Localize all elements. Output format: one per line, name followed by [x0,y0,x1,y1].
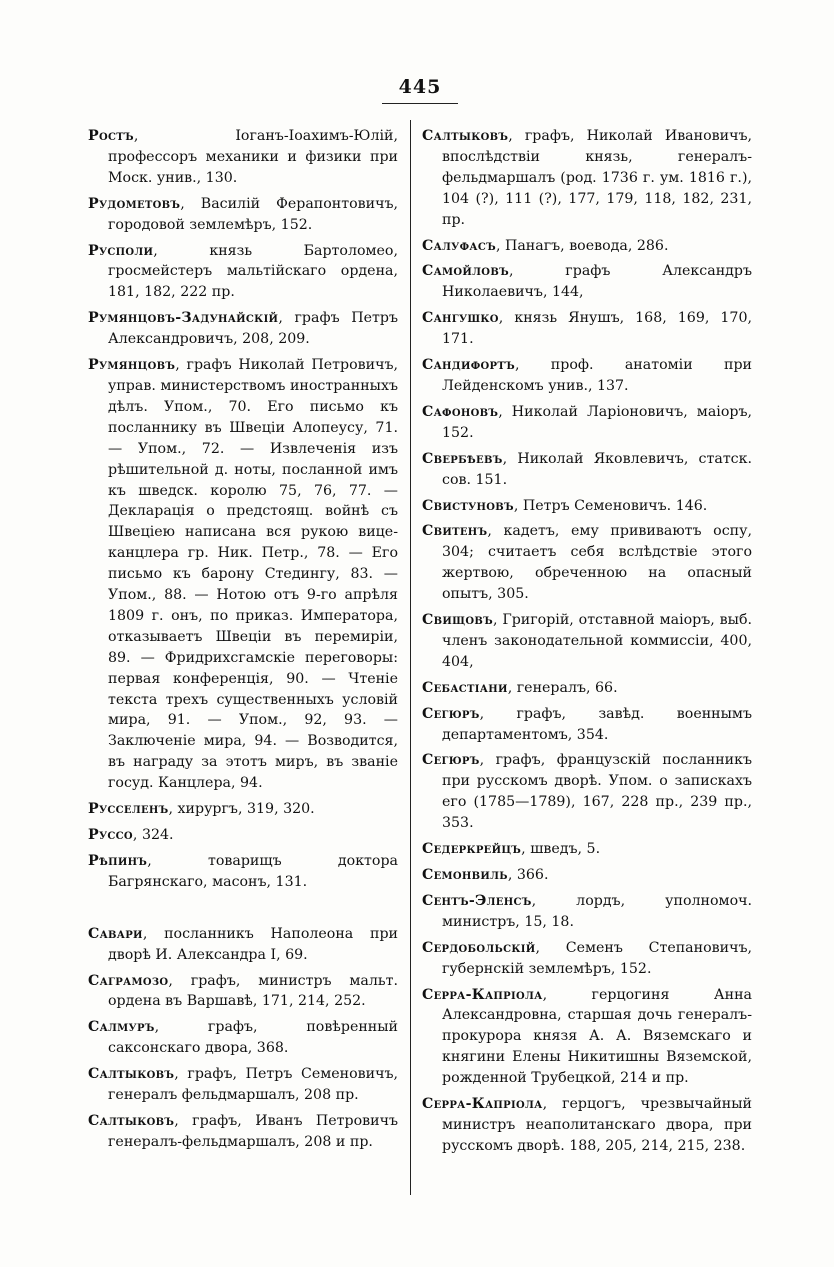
entry-headword: Салтыковъ [88,1066,175,1083]
index-entry [422,261,752,303]
entry-headword: Свистуновъ [422,497,514,514]
index-entry [422,938,752,980]
entry-text: , кадетъ, ему прививаютъ оспу, 304; считаетъ себя вслѣдствіе этого жертвою, обреченною на опасный опытъ, 305. [442,523,752,603]
entry-text: , Семенъ Степановичъ, губернскій землемѣръ, 152. [442,939,752,977]
entry-text: , Панагъ, воевода, 286. [495,237,669,254]
entry-headword: Сердобольскій [422,939,536,956]
entry-text: , Николай Ларіоновичъ, маіоръ, 152. [442,403,752,441]
entry-headword: Саграмозо [88,972,169,989]
left-column [88,126,398,1158]
entry-headword: Семонвиль [422,867,508,883]
entry-text: , 324. [132,827,174,843]
index-entry [422,610,752,673]
entry-text: , графъ Николай Петровичъ, управ. министерствомъ иностранныхъ дѣлъ. Упом., 70. Его письмо къ посланнику въ Швеціи Алопеусу, 71. — Упом., 72. — Извлеченія изъ рѣшительной д. ноты, посланной имъ къ шведск. королю 75, 76, 77. — Декларація о предстоящ. войнѣ съ Швеціею написана вся рукою вице-канцлера гр. Ник. Петр., 78. — Его письмо къ барону Стедингу, 83. — Упом., 88. — Нотою отъ 9-го апрѣля 1809 г. онъ, по приказ. Императора, отказываетъ Швеціи въ перемиріи, 89. — Фридрихсгамскіе переговоры: первая конференція, 90. — Чтеніе текста трехъ существенныхъ условій мира, 91. — Упом., 92, 93. — Заключеніе мира, 94. — Возводится, въ награду за этотъ миръ, въ званіе госуд. Канцлера, 94. [108,357,398,792]
entry-text: , Петръ Семеновичъ. 146. [513,497,708,514]
entry-headword: Себастіани [422,679,508,696]
entry-headword: Руссо [88,827,133,843]
index-entry [422,496,752,517]
entry-text: , графъ, Иванъ Петровичъ генералъ-фельдмаршалъ, 208 и пр. [108,1112,398,1150]
entry-headword: Салуфасъ [422,237,496,254]
entry-text: , лордъ, уполномоч. министръ, 15, 18. [442,892,752,930]
entry-text: , графъ Петръ Александровичъ, 208, 209. [108,310,398,348]
index-entry [88,1017,398,1059]
page-number-rule [382,103,458,104]
entry-text: , генералъ, 66. [507,679,618,696]
index-entry [422,308,752,350]
entry-text: , графъ Александръ Николаевичъ, 144, [442,263,752,301]
index-entry [88,971,398,1013]
index-entry [88,1064,398,1106]
index-entry [88,355,398,794]
index-entry [422,355,752,397]
entry-headword: Сафоновъ [422,403,499,420]
entry-headword: Свищовъ [422,612,493,629]
entry-headword: Савари [88,925,143,942]
entry-text: , хирургъ, 319, 320. [168,801,315,818]
entry-text: , герцогиня Анна Александровна, старшая дочь генералъ-прокурора князя А. А. Вяземскаго и княгини Елены Никитишны Вяземской, рожденной Трубецкой, 214 и пр. [442,986,752,1087]
entry-headword: Сентъ-Эленсъ [422,892,532,909]
entry-headword: Сандифортъ [422,357,515,374]
entry-text: , графъ, министръ мальт. ордена въ Варшавѣ, 171, 214, 252. [108,972,398,1010]
index-entry [422,521,752,605]
section-gap [88,898,398,924]
entry-headword: Рѣпинъ [88,852,148,869]
entry-text: , графъ, Петръ Семеновичъ, генералъ фельдмаршалъ, 208 пр. [108,1066,398,1104]
entry-headword: Серра-Капріола [422,986,543,1003]
entry-headword: Свитенъ [422,523,488,540]
entry-text: , графъ, Николай Ивановичъ, впослѣдствіи князь, генералъ-фельдмаршалъ (род. 1736 г. ум. 1816 г.), 104 (?), 111 (?), 177, 179, 118, 182, 231, пр. [442,128,752,228]
entry-text: , князь Бартоломео, гросмейстеръ мальтійскаго ордена, 181, 182, 222 пр. [108,242,398,301]
entry-headword: Сегюръ [422,705,480,722]
entry-text: , шведъ, 5. [521,841,601,858]
entry-headword: Свербѣевъ [422,450,503,467]
index-entry [422,236,752,257]
entry-headword: Румянцовъ [88,357,176,374]
entry-text: , Іоганъ-Іоахимъ-Юлій, профессоръ механики и физики при Моск. унив., 130. [108,128,398,186]
entry-headword: Сегюръ [422,752,480,769]
entry-text: , Василій Ферапонтовичъ, городовой землемѣръ, 152. [108,195,398,233]
entry-headword: Румянцовъ-Задунайскій [88,310,279,327]
index-entry [422,865,752,886]
entry-text: , графъ, повѣренный саксонскаго двора, 368. [108,1019,398,1057]
entry-text: , князь Янушъ, 168, 169, 170, 171. [442,310,752,348]
index-entry [88,851,398,893]
index-entry [88,241,398,304]
entry-headword: Рудометовъ [88,195,181,212]
entry-headword: Салтыковъ [88,1112,175,1129]
index-entry [422,839,752,860]
index-entry [422,449,752,491]
entry-text: , посланникъ Наполеона при дворѣ И. Александра I, 69. [108,925,398,963]
entry-headword: Серра-Капріола [422,1096,543,1113]
index-entry [422,678,752,699]
entry-headword: Салтыковъ [422,128,509,144]
entry-headword: Сангушко [422,310,499,327]
entry-text: , товарищъ доктора Багрянскаго, масонъ, 131. [108,852,398,890]
right-column [422,126,752,1162]
column-divider [410,120,411,1195]
index-entry [422,126,752,231]
index-entry [88,1111,398,1153]
entry-headword: Русселенъ [88,801,169,818]
index-entry [422,1094,752,1157]
index-entry [422,750,752,834]
index-entry [88,924,398,966]
index-entry [88,825,398,846]
entry-headword: Седеркрейцъ [422,841,522,858]
entry-text: , графъ, завѣд. военнымъ департаментомъ, 354. [442,705,752,743]
index-entry [88,308,398,350]
entry-headword: Русполи [88,242,154,259]
entry-text: , 366. [507,867,549,883]
index-entry [88,126,398,189]
entry-text: , Николай Яковлевичъ, статск. сов. 151. [442,450,752,488]
index-entry [422,891,752,933]
index-entry [422,402,752,444]
entry-text: , герцогъ, чрезвычайный министръ неаполитанскаго двора, при русскомъ дворѣ. 188, 205, 214, 215, 238. [442,1096,752,1154]
entry-headword: Ростъ [88,128,134,144]
index-entry [88,799,398,820]
entry-headword: Салмуръ [88,1019,155,1036]
entry-text: , графъ, французскій посланникъ при русскомъ дворѣ. Упом. о запискахъ его (1785—1789), 167, 228 пр., 239 пр., 353. [442,752,752,832]
entry-text: , проф. анатоміи при Лейденскомъ унив., 137. [442,357,752,394]
index-entry [88,194,398,236]
entry-text: , Григорій, отставной маіоръ, выб. членъ законодательной коммиссіи, 400, 404, [442,612,752,670]
page-number: 445 [398,76,442,98]
index-entry [422,985,752,1090]
entry-headword: Самойловъ [422,263,509,280]
index-entry [422,704,752,746]
